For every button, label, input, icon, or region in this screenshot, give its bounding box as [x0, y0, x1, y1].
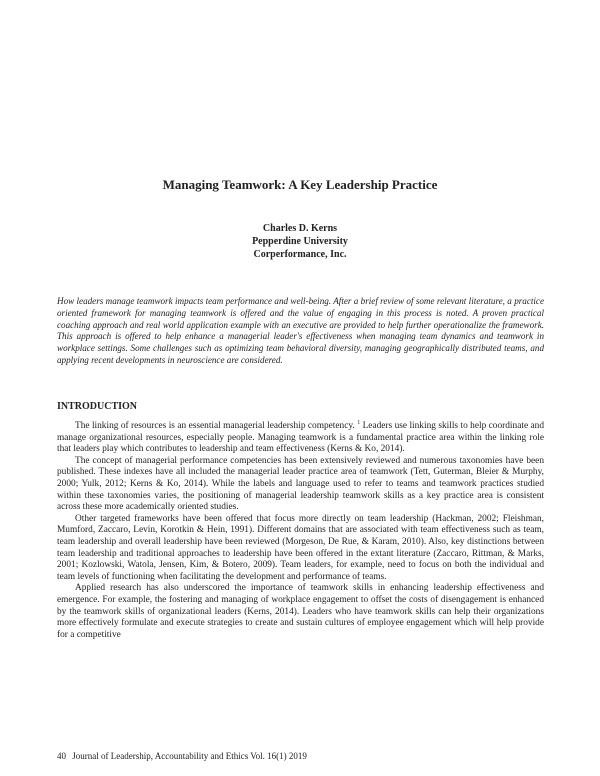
paragraph-1-start: The linking of resources is an essential managerial leadership competency.	[75, 421, 358, 431]
page-footer	[57, 751, 311, 761]
paragraph-4: Applied research has also underscored the importance of teamwork skills in enhancing leadership effectiveness and emergence. For example, the fostering and managing of workplace engagement to offset the costs of disengagement is enhanced by the teamwork skills of organizational leaders (Kerns, 2014). Leaders who have teamwork skills can help their organizations more effectively formulate and execute strategies to create and sustain cultures of employee engagement which will help provide for a competitive	[57, 583, 544, 640]
paragraph-2: The concept of managerial performance competencies has been extensively reviewed and numerous taxonomies have been published. These indexes have all included the managerial leader practice area of teamwork (Tett, Guterman, Bleier & Murphy, 2000; Yulk, 2012; Kerns & Ko, 2014). While the labels and language used to refer to teams and teamwork practices studied within these taxonomies varies, the positioning of managerial leadership teamwork skills as a key practice area is consistent across these more academically oriented studies.	[57, 455, 544, 513]
journal-citation: Journal of Leadership, Accountability and Ethics Vol. 16(1) 2019	[72, 751, 307, 761]
author-block	[0, 222, 600, 261]
author-affiliation-company: Corperformance, Inc.	[253, 249, 347, 260]
footnote-marker[interactable]: 1	[357, 419, 361, 426]
author-name: Charles D. Kerns	[262, 223, 338, 234]
paragraph-1-end: Leaders use linking skills to help coordinate and manage organizational resources, especially people. Managing teamwork is a fundamental practice area within the linking role that leaders play which contributes to leadership and team effectiveness (Kerns & Ko, 2014).	[57, 421, 544, 455]
paper-title: Managing Teamwork: A Key Leadership Practice	[162, 177, 438, 192]
author-affiliation-university: Pepperdine University	[252, 236, 348, 247]
paragraph-3: Other targeted frameworks have been offered that focus more directly on team leadership (Hackman, 2002; Fleishman, Mumford, Zaccaro, Levin, Korotkin & Hein, 1991). Different domains that are associated with team effectiveness such as team, team leadership and overall leadership have been reviewed (Morgeson, De Rue, & Karam, 2010). Also, key distinctions between team leadership and traditional approaches to leadership have been offered in the extant literature (Zaccaro, Rittman, & Marks, 2001; Kozlowski, Watola, Jensen, Kim, & Botero, 2009). Team leaders, for example, need to focus on both the individual and team levels of functioning when facilitating the development and performance of teams.	[57, 513, 544, 582]
page-number: 40	[57, 751, 66, 761]
paragraph-1	[57, 421, 544, 456]
introduction-body	[57, 421, 544, 641]
abstract: How leaders manage teamwork impacts team performance and well-being. After a brief review of some relevant literature, a practice oriented framework for managing teamwork is offered and the value of engaging in this process is noted. A proven practical coaching approach and real world application example with an executive are provided to help further operationalize the framework. This approach is offered to help enhance a managerial leader's effectiveness when managing team dynamics and teamwork in workplace settings. Some challenges such as optimizing team behavioral diversity, managing geographically distributed teams, and applying recent developments in neuroscience are considered.	[57, 296, 544, 365]
section-heading-introduction: INTRODUCTION	[57, 401, 138, 412]
